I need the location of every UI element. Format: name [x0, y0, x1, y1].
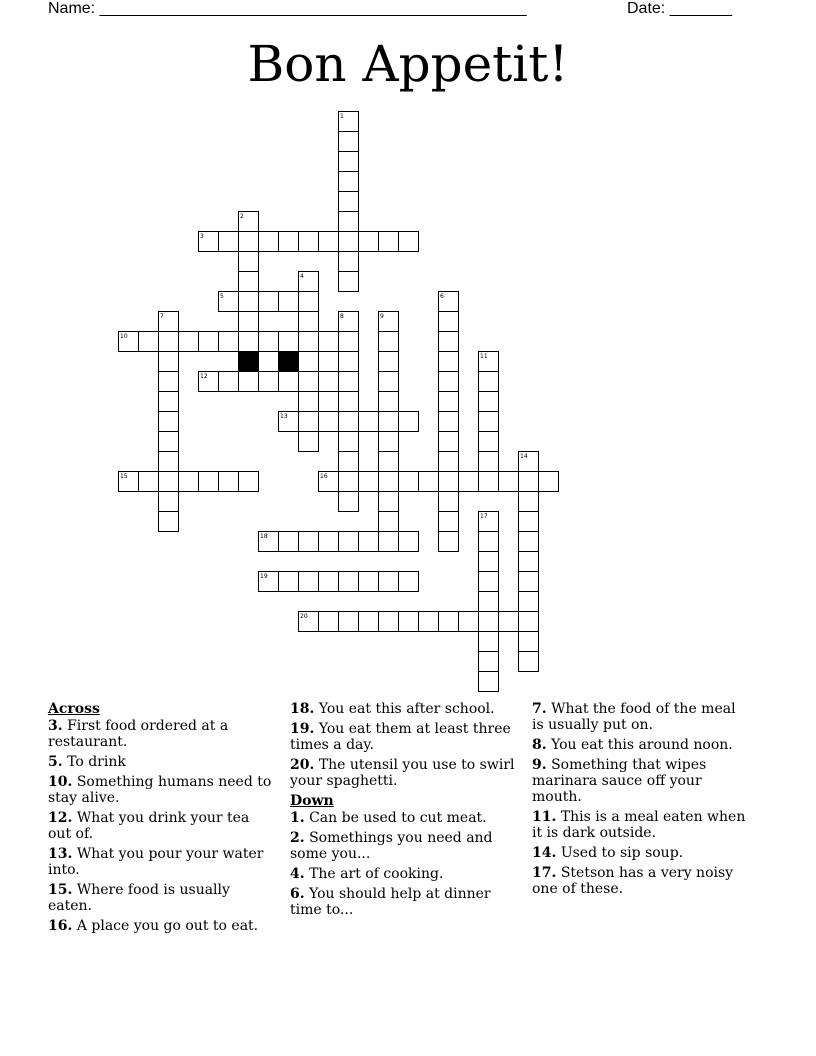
grid-cell[interactable] — [159, 332, 179, 352]
grid-cell[interactable] — [339, 472, 359, 492]
grid-cell[interactable] — [159, 512, 179, 532]
grid-cell[interactable] — [339, 532, 359, 552]
grid-cell[interactable] — [339, 572, 359, 592]
clue-number: 20. — [290, 757, 315, 773]
grid-cell[interactable] — [439, 412, 459, 432]
grid-cell[interactable] — [399, 232, 419, 252]
grid-cell[interactable] — [479, 652, 499, 672]
grid-cell[interactable] — [199, 232, 219, 252]
across-clue — [48, 846, 273, 878]
grid-cell[interactable] — [339, 392, 359, 412]
grid-cell[interactable] — [459, 612, 479, 632]
grid-cell[interactable] — [339, 372, 359, 392]
grid-cell[interactable] — [479, 452, 499, 472]
clue-number-label: 15 — [120, 473, 128, 480]
page-title: Bon Appetit! — [247, 35, 569, 93]
grid-cell[interactable] — [439, 332, 459, 352]
clue-text: You eat this after school. — [318, 701, 495, 717]
clue-number: 12. — [48, 810, 73, 826]
grid-cell[interactable] — [499, 472, 519, 492]
grid-cell[interactable] — [259, 292, 279, 312]
grid-cell[interactable] — [479, 392, 499, 412]
blocked-cell — [239, 352, 259, 372]
clue-number: 13. — [48, 846, 73, 862]
grid-cell[interactable] — [339, 232, 359, 252]
grid-cell[interactable] — [399, 472, 419, 492]
grid-cell[interactable] — [379, 392, 399, 412]
grid-cell[interactable] — [479, 352, 499, 372]
grid-cell[interactable] — [519, 552, 539, 572]
grid-cell[interactable] — [299, 332, 319, 352]
grid-cell[interactable] — [519, 492, 539, 512]
clue-text: You eat this around noon. — [551, 737, 733, 753]
down-clue — [532, 737, 747, 753]
clue-number-label: 20 — [300, 613, 308, 620]
grid-cell[interactable] — [159, 432, 179, 452]
down-clue — [532, 845, 747, 861]
grid-cell[interactable] — [199, 332, 219, 352]
clue-text: You should help at dinner time to... — [290, 886, 491, 918]
grid-cell[interactable] — [279, 232, 299, 252]
clue-number-label: 8 — [340, 313, 344, 320]
grid-cell[interactable] — [399, 412, 419, 432]
grid-cell[interactable] — [379, 532, 399, 552]
date-field-label: Date: _______ — [627, 0, 732, 17]
clue-text: What the food of the meal is usually put on. — [532, 701, 736, 733]
clue-text: A place you go out to eat. — [76, 918, 259, 934]
down-clue — [532, 865, 747, 897]
clue-number: 8. — [532, 737, 547, 753]
grid-cell[interactable] — [279, 532, 299, 552]
grid-cell[interactable] — [219, 472, 239, 492]
grid-cell[interactable] — [339, 492, 359, 512]
grid-cell[interactable] — [119, 332, 139, 352]
grid-cell[interactable] — [379, 352, 399, 372]
grid-cell[interactable] — [419, 612, 439, 632]
across-clue — [290, 721, 515, 753]
grid-cell[interactable] — [379, 512, 399, 532]
grid-cell[interactable] — [519, 512, 539, 532]
grid-cell[interactable] — [319, 572, 339, 592]
clue-column-3 — [532, 701, 747, 901]
grid-cell[interactable] — [399, 612, 419, 632]
grid-cell[interactable] — [519, 572, 539, 592]
clue-number: 10. — [48, 774, 73, 790]
grid-cell[interactable] — [479, 592, 499, 612]
grid-cell[interactable] — [199, 472, 219, 492]
grid-cell[interactable] — [239, 212, 259, 232]
grid-cell[interactable] — [299, 232, 319, 252]
grid-cell[interactable] — [479, 672, 499, 692]
grid-cell[interactable] — [199, 372, 219, 392]
clue-number-label: 9 — [380, 313, 384, 320]
clue-number: 11. — [532, 809, 557, 825]
blocked-cell — [279, 352, 299, 372]
grid-cell[interactable] — [319, 232, 339, 252]
grid-cell[interactable] — [439, 372, 459, 392]
clue-number-label: 12 — [200, 373, 208, 380]
grid-cell[interactable] — [339, 432, 359, 452]
grid-cell[interactable] — [239, 372, 259, 392]
grid-cell[interactable] — [339, 252, 359, 272]
grid-cell[interactable] — [339, 152, 359, 172]
grid-cell[interactable] — [319, 472, 339, 492]
down-clue — [290, 886, 515, 918]
clue-number: 5. — [48, 754, 63, 770]
clue-text: What you pour your water into. — [48, 846, 264, 878]
grid-cell[interactable] — [239, 312, 259, 332]
grid-cell[interactable] — [519, 592, 539, 612]
grid-cell[interactable] — [299, 372, 319, 392]
across-clue — [48, 754, 273, 770]
grid-cell[interactable] — [379, 492, 399, 512]
across-clue — [290, 701, 515, 717]
grid-cell[interactable] — [359, 232, 379, 252]
clue-number: 15. — [48, 882, 73, 898]
grid-cell[interactable] — [139, 472, 159, 492]
grid-cell[interactable] — [299, 572, 319, 592]
grid-cell[interactable] — [479, 372, 499, 392]
grid-cell[interactable] — [159, 392, 179, 412]
grid-cell[interactable] — [119, 472, 139, 492]
grid-cell[interactable] — [519, 472, 539, 492]
clue-text: What you drink your tea out of. — [48, 810, 250, 842]
grid-cell[interactable] — [319, 412, 339, 432]
clue-number: 19. — [290, 721, 315, 737]
grid-cell[interactable] — [359, 412, 379, 432]
clue-text: Used to sip soup. — [560, 845, 684, 861]
clue-text: The art of cooking. — [309, 866, 444, 882]
grid-cell[interactable] — [439, 312, 459, 332]
grid-cell[interactable] — [319, 612, 339, 632]
grid-cell[interactable] — [439, 512, 459, 532]
grid-cell[interactable] — [339, 112, 359, 132]
clue-text: Stetson has a very noisy one of these. — [532, 865, 734, 897]
grid-cell[interactable] — [479, 432, 499, 452]
grid-cell[interactable] — [339, 352, 359, 372]
grid-cell[interactable] — [159, 352, 179, 372]
clue-number: 16. — [48, 918, 73, 934]
grid-cell[interactable] — [439, 392, 459, 412]
clue-number-label: 5 — [220, 293, 224, 300]
clue-text: Something that wipes marinara sauce off your mouth. — [532, 757, 707, 805]
down-clue — [290, 866, 515, 882]
grid-cell[interactable] — [239, 272, 259, 292]
clue-number-label: 18 — [260, 533, 268, 540]
grid-cell[interactable] — [539, 472, 559, 492]
grid-cell[interactable] — [439, 292, 459, 312]
grid-cell[interactable] — [159, 472, 179, 492]
grid-cell[interactable] — [439, 432, 459, 452]
grid-cell[interactable] — [159, 492, 179, 512]
grid-cell[interactable] — [299, 432, 319, 452]
grid-cell[interactable] — [279, 292, 299, 312]
grid-cell[interactable] — [359, 612, 379, 632]
grid-cell[interactable] — [439, 532, 459, 552]
grid-cell[interactable] — [339, 192, 359, 212]
grid-cell[interactable] — [299, 392, 319, 412]
grid-cell[interactable] — [299, 412, 319, 432]
grid-cell[interactable] — [219, 292, 239, 312]
clue-number: 6. — [290, 886, 305, 902]
grid-cell[interactable] — [219, 372, 239, 392]
grid-cell[interactable] — [519, 612, 539, 632]
clue-text: You eat them at least three times a day. — [290, 721, 511, 753]
grid-cell[interactable] — [339, 272, 359, 292]
clue-number-label: 7 — [160, 313, 164, 320]
clue-number: 14. — [532, 845, 557, 861]
grid-cell[interactable] — [279, 412, 299, 432]
clue-number: 18. — [290, 701, 315, 717]
grid-cell[interactable] — [259, 532, 279, 552]
clue-number-label: 17 — [480, 513, 488, 520]
grid-cell[interactable] — [359, 472, 379, 492]
grid-cell[interactable] — [399, 532, 419, 552]
clue-number-label: 14 — [520, 453, 528, 460]
clue-number: 9. — [532, 757, 547, 773]
grid-cell[interactable] — [519, 652, 539, 672]
grid-cell[interactable] — [259, 572, 279, 592]
clue-number: 17. — [532, 865, 557, 881]
clue-text: Where food is usually eaten. — [48, 882, 230, 914]
grid-cell[interactable] — [439, 612, 459, 632]
down-clue — [532, 701, 747, 733]
grid-cell[interactable] — [259, 332, 279, 352]
down-clue — [290, 810, 515, 826]
clue-text: The utensil you use to swirl your spaghetti. — [290, 757, 515, 789]
grid-cell[interactable] — [159, 452, 179, 472]
grid-cell[interactable] — [379, 312, 399, 332]
clue-number: 1. — [290, 810, 305, 826]
down-clue — [532, 757, 747, 805]
grid-cell[interactable] — [299, 532, 319, 552]
grid-cell[interactable] — [339, 132, 359, 152]
clue-text: Somethings you need and some you... — [290, 830, 493, 862]
across-heading: Across — [48, 701, 100, 717]
clue-column-1 — [48, 701, 273, 938]
clue-text: This is a meal eaten when it is dark outside. — [532, 809, 746, 841]
grid-cell[interactable] — [379, 412, 399, 432]
across-clue — [48, 774, 273, 806]
clue-number-label: 10 — [120, 333, 128, 340]
clue-text: First food ordered at a restaurant. — [48, 718, 229, 750]
grid-cell[interactable] — [239, 232, 259, 252]
clue-number-label: 1 — [340, 113, 344, 120]
grid-cell[interactable] — [339, 452, 359, 472]
grid-cell[interactable] — [179, 472, 199, 492]
clue-number-label: 13 — [280, 413, 288, 420]
grid-cell[interactable] — [519, 632, 539, 652]
grid-cell[interactable] — [519, 452, 539, 472]
grid-cell[interactable] — [339, 312, 359, 332]
grid-cell[interactable] — [379, 232, 399, 252]
clue-number: 3. — [48, 718, 63, 734]
clue-text: Something humans need to stay alive. — [48, 774, 272, 806]
clue-number-label: 19 — [260, 573, 268, 580]
grid-cell[interactable] — [319, 372, 339, 392]
grid-cell[interactable] — [319, 532, 339, 552]
grid-cell[interactable] — [459, 472, 479, 492]
grid-cell[interactable] — [279, 332, 299, 352]
grid-cell[interactable] — [139, 332, 159, 352]
grid-cell[interactable] — [419, 472, 439, 492]
grid-cell[interactable] — [379, 432, 399, 452]
grid-cell[interactable] — [239, 252, 259, 272]
grid-cell[interactable] — [379, 332, 399, 352]
grid-cell[interactable] — [259, 372, 279, 392]
clue-number-label: 11 — [480, 353, 488, 360]
grid-cell[interactable] — [339, 412, 359, 432]
grid-cell[interactable] — [339, 212, 359, 232]
grid-cell[interactable] — [479, 632, 499, 652]
grid-cell[interactable] — [259, 232, 279, 252]
grid-cell[interactable] — [179, 332, 199, 352]
across-clue — [290, 757, 515, 789]
grid-cell[interactable] — [219, 332, 239, 352]
across-clue — [48, 882, 273, 914]
clue-text: To drink — [67, 754, 126, 770]
grid-cell[interactable] — [499, 612, 519, 632]
clue-number: 7. — [532, 701, 547, 717]
grid-cell[interactable] — [159, 372, 179, 392]
grid-cell[interactable] — [299, 272, 319, 292]
grid-cell[interactable] — [299, 612, 319, 632]
grid-cell[interactable] — [299, 312, 319, 332]
grid-cell[interactable] — [519, 532, 539, 552]
grid-cell[interactable] — [159, 312, 179, 332]
clue-number-label: 6 — [440, 293, 444, 300]
grid-cell[interactable] — [439, 492, 459, 512]
grid-cell[interactable] — [339, 612, 359, 632]
grid-cell[interactable] — [439, 472, 459, 492]
grid-cell[interactable] — [479, 472, 499, 492]
grid-cell[interactable] — [239, 472, 259, 492]
grid-cell[interactable] — [279, 572, 299, 592]
grid-cell[interactable] — [339, 172, 359, 192]
clue-number: 2. — [290, 830, 305, 846]
grid-cell[interactable] — [479, 512, 499, 532]
across-clue — [48, 810, 273, 842]
down-heading: Down — [290, 793, 334, 809]
grid-cell[interactable] — [379, 472, 399, 492]
grid-cell[interactable] — [299, 352, 319, 372]
grid-cell[interactable] — [479, 532, 499, 552]
clue-column-2 — [290, 701, 515, 922]
clue-number-label: 4 — [300, 273, 304, 280]
grid-cell[interactable] — [479, 572, 499, 592]
grid-cell[interactable] — [319, 332, 339, 352]
grid-cell[interactable] — [219, 232, 239, 252]
down-clue — [290, 830, 515, 862]
clue-number: 4. — [290, 866, 305, 882]
grid-cell[interactable] — [439, 452, 459, 472]
header-row — [48, 0, 748, 20]
grid-cell[interactable] — [479, 412, 499, 432]
down-clue — [532, 809, 747, 841]
across-clue — [48, 918, 273, 934]
grid-cell[interactable] — [239, 292, 259, 312]
grid-cell[interactable] — [399, 572, 419, 592]
grid-cell[interactable] — [379, 452, 399, 472]
grid-cell[interactable] — [439, 352, 459, 372]
grid-cell[interactable] — [359, 572, 379, 592]
grid-cell[interactable] — [279, 372, 299, 392]
grid-cell[interactable] — [299, 292, 319, 312]
grid-cell[interactable] — [479, 612, 499, 632]
grid-cell[interactable] — [379, 572, 399, 592]
grid-cell[interactable] — [479, 552, 499, 572]
grid-cell[interactable] — [159, 412, 179, 432]
clue-number-label: 2 — [240, 213, 244, 220]
across-clue — [48, 718, 273, 750]
clue-number-label: 16 — [320, 473, 328, 480]
clue-number-label: 3 — [200, 233, 204, 240]
grid-cell[interactable] — [359, 532, 379, 552]
grid-cell[interactable] — [379, 372, 399, 392]
grid-cell[interactable] — [339, 332, 359, 352]
grid-cell[interactable] — [239, 332, 259, 352]
grid-cell[interactable] — [379, 612, 399, 632]
clue-text: Can be used to cut meat. — [309, 810, 487, 826]
name-field-label: Name: ________________________________________________ — [48, 0, 527, 17]
